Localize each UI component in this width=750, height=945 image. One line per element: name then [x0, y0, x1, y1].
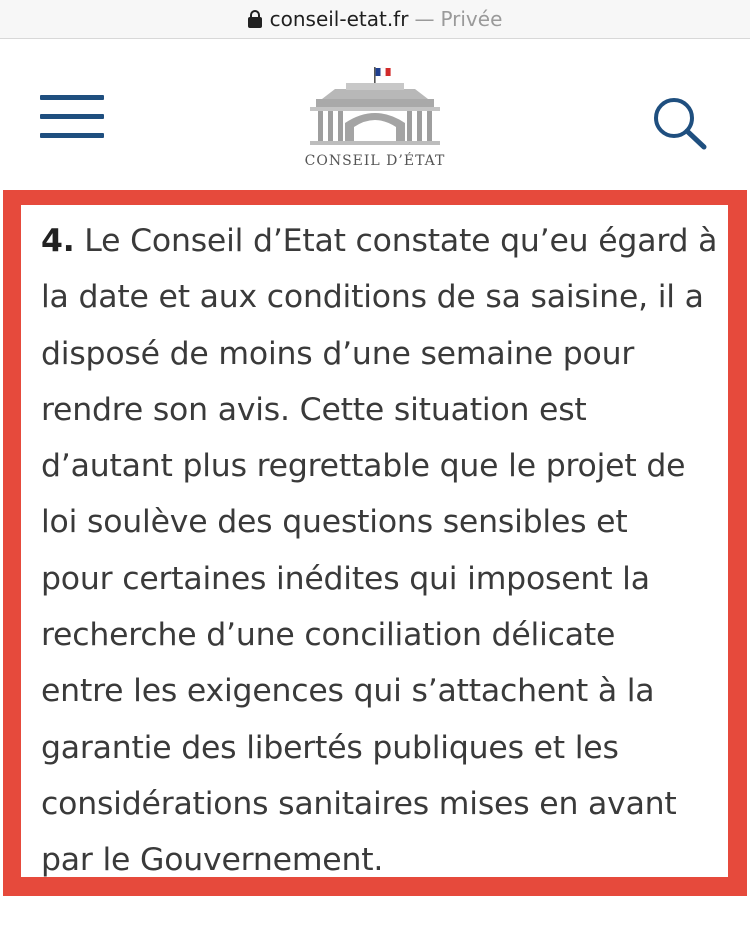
paragraph-line: entre les exigences qui s’attachent à la [41, 673, 655, 710]
paragraph-number: 4. [41, 223, 75, 259]
logo-caption: CONSEIL D’ÉTAT [304, 153, 446, 169]
article-paragraph [41, 213, 721, 889]
hamburger-menu-icon[interactable] [40, 95, 104, 139]
url-text[interactable]: conseil-etat.fr [269, 7, 409, 31]
search-icon[interactable] [650, 95, 710, 151]
lock-icon [248, 10, 262, 28]
article-excerpt [21, 205, 728, 877]
paragraph-line: considérations sanitaires mises en avant [41, 785, 677, 822]
conseil-etat-logo[interactable] [300, 65, 450, 175]
paragraph-line: recherche d’une conciliation délicate [41, 617, 616, 654]
paragraph-line: disposé de moins d’une semaine pour [41, 335, 635, 372]
paragraph-line: par le Gouvernement. [41, 842, 384, 879]
paragraph-line: pour certaines inédites qui imposent la [41, 560, 650, 597]
site-header [0, 39, 750, 189]
paragraph-line: rendre son avis. Cette situation est [41, 391, 587, 428]
paragraph-line: d’autant plus regrettable que le projet de [41, 448, 686, 485]
paragraph-line: loi soulève des questions sensibles et [41, 504, 628, 541]
url-separator: — [414, 7, 435, 31]
palais-royal-icon [300, 65, 450, 155]
paragraph-line: garantie des libertés publiques et les [41, 729, 619, 766]
browser-url-bar[interactable] [0, 0, 750, 39]
private-mode-label: Privée [440, 7, 503, 31]
paragraph-line: la date et aux conditions de sa saisine, il a [41, 279, 704, 316]
paragraph-line: 4. Le Conseil d’Etat constate qu’eu égard à [41, 223, 718, 259]
